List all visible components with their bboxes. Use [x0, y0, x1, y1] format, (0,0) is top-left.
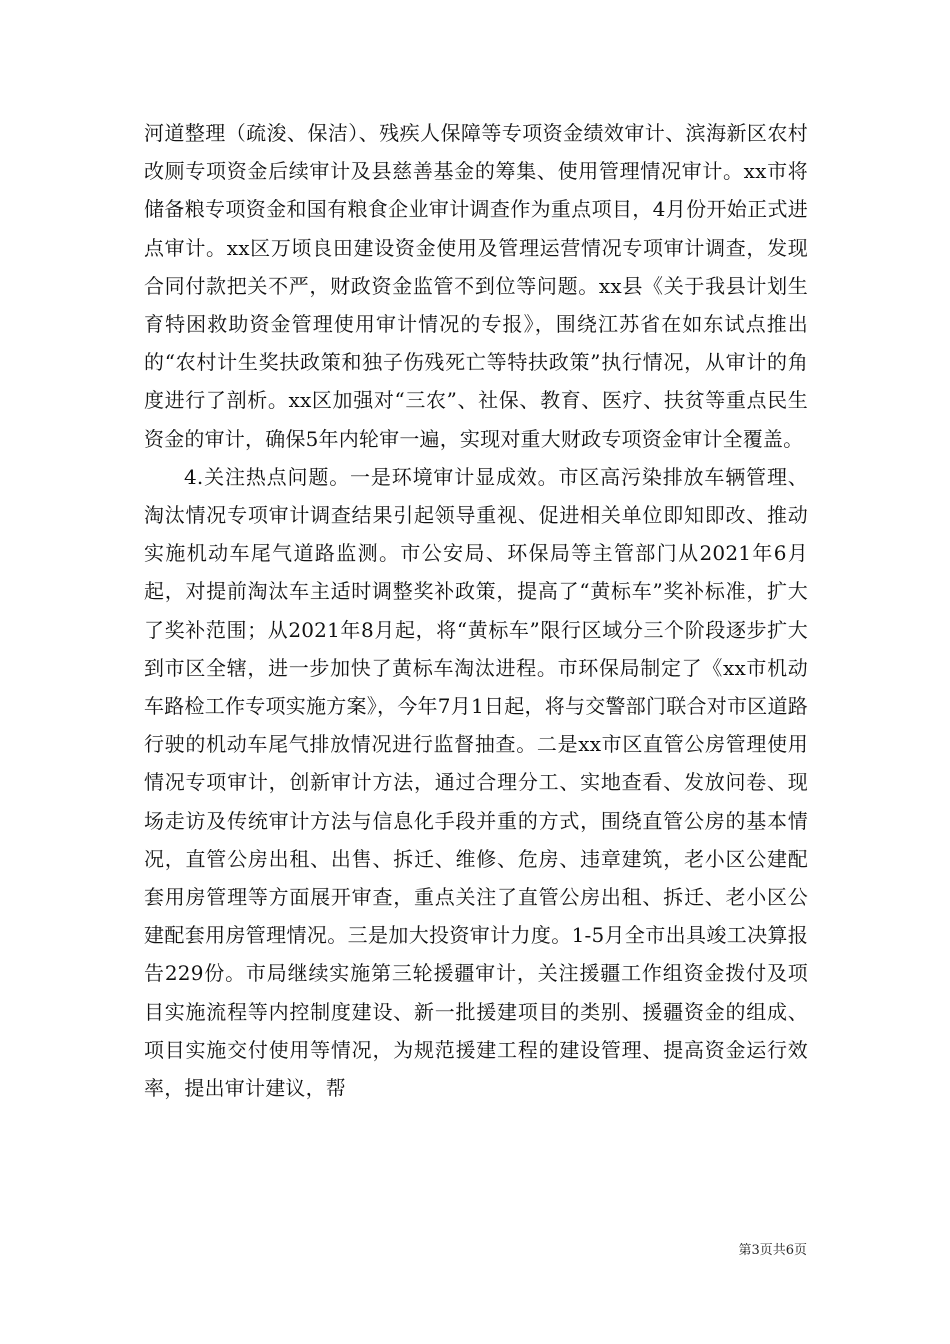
- page-number: 第3页共6页: [738, 1243, 807, 1258]
- paragraph-hot-issues: 4.关注热点问题。一是环境审计显成效。市区高污染排放车辆管理、淘汰情况专项审计调查结果引起领导重视、促进相关单位即知即改、推动实施机动车尾气道路监测。市公安局、环保局等主管部门从2021年6月起，对提前淘汰车主适时调整奖补政策，提高了“黄标车”奖补标准，扩大了奖补范围；从2021年8月起，将“黄标车”限行区域分三个阶段逐步扩大到市区全辖，进一步加快了黄标车淘汰进程。市环保局制定了《xx市机动车路检工作专项实施方案》，今年7月1日起，将与交警部门联合对市区道路行驶的机动车尾气排放情况进行监督抽查。二是xx市区直管公房管理使用情况专项审计，创新审计方法，通过合理分工、实地查看、发放问卷、现场走访及传统审计方法与信息化手段并重的方式，围绕直管公房的基本情况，直管公房出租、出售、拆迁、维修、危房、违章建筑，老小区公建配套用房管理等方面展开审查，重点关注了直管公房出租、拆迁、老小区公建配套用房管理情况。三是加大投资审计力度。1-5月全市出具竣工决算报告229份。市局继续实施第三轮援疆审计，关注援疆工作组资金拨付及项目实施流程等内控制度建设、新一批援建项目的类别、援疆资金的组成、项目实施交付使用等情况，为规范援建工程的建设管理、提高资金运行效率，提出审计建议，帮: [144, 464, 808, 1101]
- paragraph-continued: 河道整理（疏浚、保洁）、残疾人保障等专项资金绩效审计、滨海新区农村改厕专项资金后续审计及县慈善基金的筹集、使用管理情况审计。xx市将储备粮专项资金和国有粮食企业审计调查作为重点项目，4月份开始正式进点审计。xx区万顷良田建设资金使用及管理运营情况专项审计调查，发现合同付款把关不严，财政资金监管不到位等问题。xx县《关于我县计划生育特困救助资金管理使用审计情况的专报》，围绕江苏省在如东试点推出的“农村计生奖扶政策和独子伤残死亡等特扶政策”执行情况，从审计的角度进行了剖析。xx区加强对“三农”、社保、教育、医疗、扶贫等重点民生资金的审计，确保5年内轮审一遍，实现对重大财政专项资金审计全覆盖。: [144, 121, 808, 451]
- document-body: [144, 114, 808, 1107]
